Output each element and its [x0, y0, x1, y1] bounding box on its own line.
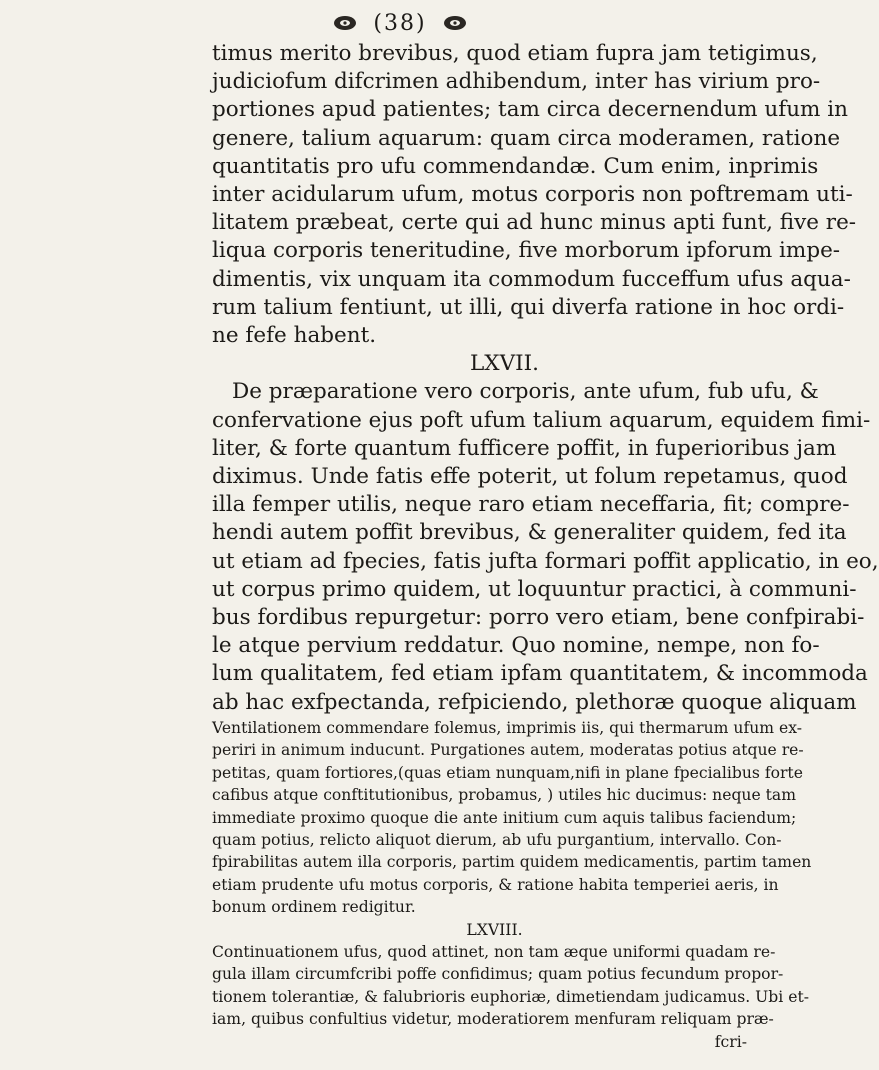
text-line: De præparatione vero corporis, ante ufum, fub ufu, & [232, 379, 819, 405]
note-line: immediate proximo quoque die ante initium cum aquis talibus faciendum; [212, 808, 797, 827]
text-line: ut etiam ad fpecies, fatis jufta formari poffit applicatio, in eo, [212, 548, 879, 574]
note-line: Continuationem ufus, quod attinet, non tam æque uniformi quadam re- [212, 942, 776, 961]
page-header [0, 10, 800, 36]
text-line: rum talium fentiunt, ut illi, qui diverfa ratione in hoc ordi- [212, 294, 845, 320]
text-line: portiones apud patientes; tam circa decernendum ufum in [212, 97, 848, 123]
note-line: bonum ordinem redigitur. [212, 898, 416, 917]
text-line: judiciofum difcrimen adhibendum, inter has virium pro- [212, 69, 821, 95]
note-line: iam, quibus confultius videtur, moderatiorem menfuram reliquam præ- [212, 1010, 774, 1029]
text-line: ab hac exfpectanda, refpiciendo, plethoræ quoque aliquam [212, 689, 857, 715]
note-line: Ventilationem commendare folemus, imprimis iis, qui thermarum ufum ex- [212, 718, 803, 737]
catchword: fcri- [714, 1032, 747, 1051]
note-line: etiam prudente ufu motus corporis, & ratione habita temperiei aeris, in [212, 875, 779, 894]
fleuron-ornament-icon [442, 14, 468, 32]
text-line: hendi autem poffit brevibus, & generaliter quidem, fed ita [212, 520, 847, 546]
text-line: illa femper utilis, neque raro etiam neceffaria, fit; compre- [212, 492, 850, 518]
note-line: gula illam circumfcribi poffe confidimus; quam potius fecundum propor- [212, 965, 784, 984]
text-line: le atque pervium reddatur. Quo nomine, nempe, non fo- [212, 633, 820, 659]
note-line: cafibus atque conftitutionibus, probamus, ) utiles hic ducimus: neque tam [212, 786, 797, 805]
note-line: periri in animum inducunt. Purgationes autem, moderatas potius atque re- [212, 741, 804, 760]
note-line: tionem tolerantiæ, & falubrioris euphoriæ, dimetiendam judicamus. Ubi et- [212, 987, 809, 1006]
text-line: confervatione ejus poft ufum talium aquarum, equidem fimi- [212, 407, 871, 433]
page-number: (38) [373, 10, 427, 36]
text-line: ut corpus primo quidem, ut loquuntur practici, à communi- [212, 576, 857, 602]
text-line: litatem præbeat, certe qui ad hunc minus apti funt, five re- [212, 210, 857, 236]
text-line: liqua corporis teneritudine, five morborum ipforum impe- [212, 238, 841, 264]
text-line: timus merito brevibus, quod etiam fupra jam tetigimus, [212, 41, 818, 66]
main-text [212, 40, 879, 1053]
text-line: genere, talium aquarum: quam circa moderamen, ratione [212, 125, 841, 151]
section-heading: LXVII. [470, 351, 539, 377]
text-line: inter acidularum ufum, motus corporis non poftremam uti- [212, 182, 853, 208]
text-line: diximus. Unde fatis effe poterit, ut folum repetamus, quod [212, 464, 848, 490]
text-line: lum qualitatem, fed etiam ipfam quantitatem, & incommoda [212, 661, 868, 687]
section-heading: LXVIII. [466, 920, 523, 939]
text-line: dimentis, vix unquam ita commodum fucceffum ufus aqua- [212, 266, 851, 292]
note-line: petitas, quam fortiores,(quas etiam nunquam,nifi in plane fpecialibus forte [212, 763, 803, 782]
text-line: quantitatis pro ufu commendandæ. Cum enim, inprimis [212, 153, 819, 179]
note-line: fpirabilitas autem illa corporis, partim quidem medicamentis, partim tamen [212, 853, 812, 872]
fleuron-ornament-icon [332, 14, 358, 32]
note-line: quam potius, relicto aliquot dierum, ab ufu purgantium, intervallo. Con- [212, 830, 782, 849]
text-line: bus fordibus repurgetur: porro vero etiam, bene confpirabi- [212, 605, 865, 631]
text-line: liter, & forte quantum fufficere poffit, in fuperioribus jam [212, 435, 837, 461]
text-line: ne fefe habent. [212, 323, 377, 349]
